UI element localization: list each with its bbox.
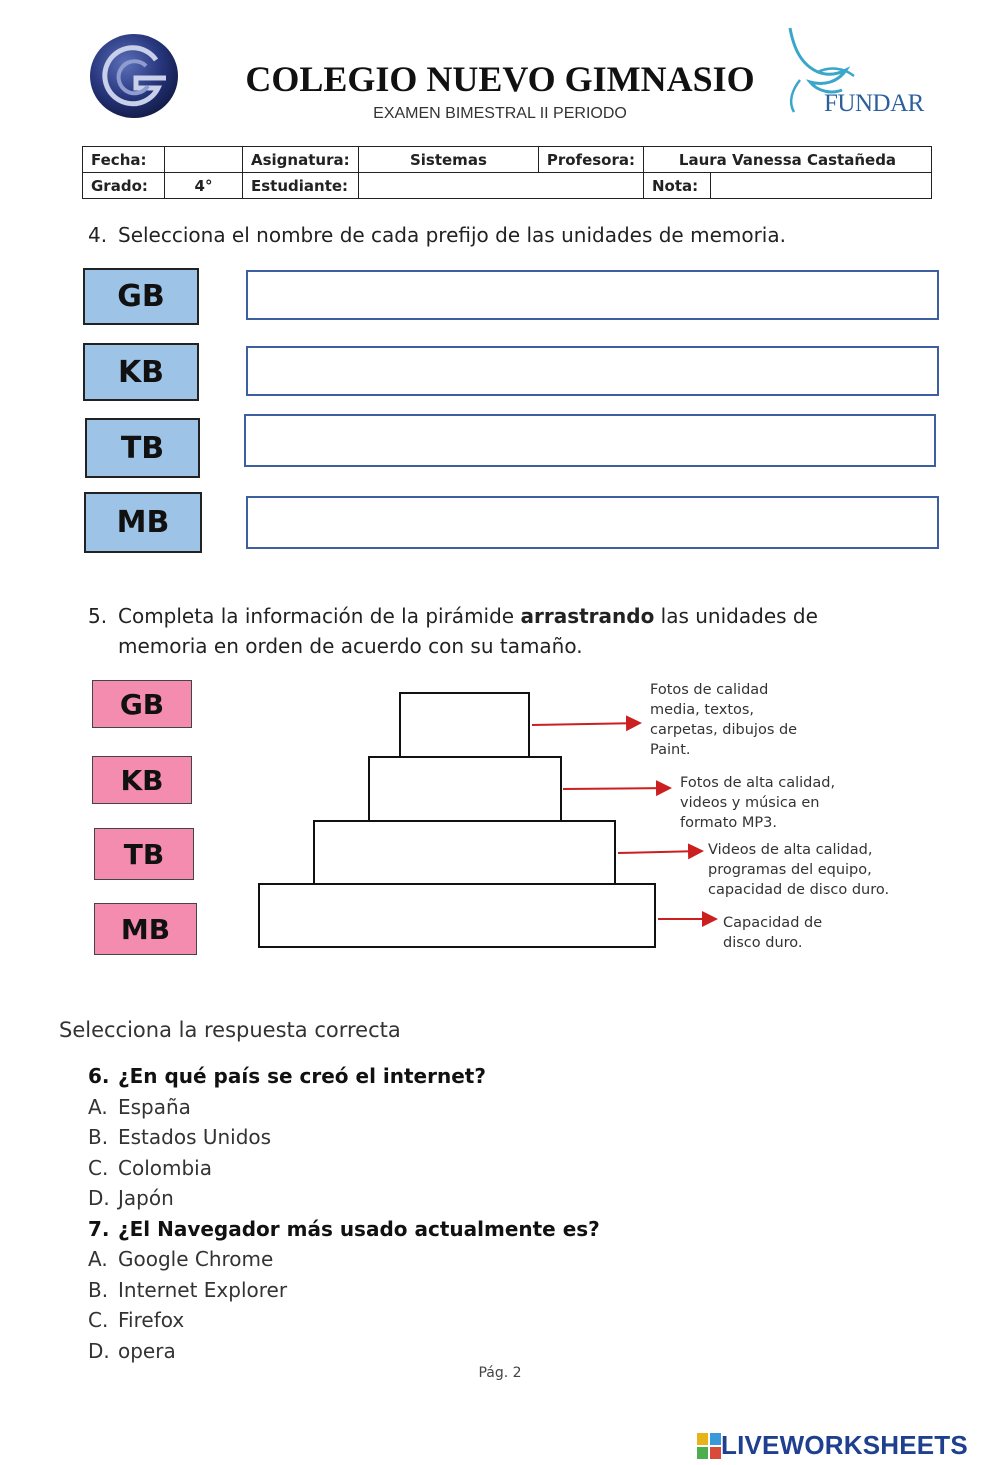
fecha-value[interactable] xyxy=(165,147,243,173)
liveworksheets-text: LIVEWORKSHEETS xyxy=(721,1430,968,1460)
description-line: disco duro. xyxy=(723,935,803,951)
grado-label: Grado: xyxy=(83,173,165,199)
instruction-text: Selecciona la respuesta correcta xyxy=(59,1018,401,1042)
description-line: programas del equipo, xyxy=(708,862,872,878)
fecha-label: Fecha: xyxy=(83,147,165,173)
liveworksheets-logo xyxy=(697,1430,968,1461)
option-text: Google Chrome xyxy=(118,1247,274,1271)
draggable-unit-mb[interactable]: MB xyxy=(94,903,197,955)
unit-label-mb: MB xyxy=(84,492,202,553)
option-text: Firefox xyxy=(118,1308,185,1332)
answer-select-kb[interactable] xyxy=(246,346,939,396)
option-text: Internet Explorer xyxy=(118,1277,288,1302)
question-4-number: 4. xyxy=(88,223,108,247)
option-text: Colombia xyxy=(118,1155,212,1180)
unit-label-kb: KB xyxy=(83,343,199,401)
question-5-text-bold: arrastrando xyxy=(520,604,655,628)
description-line: videos y música en xyxy=(680,795,820,811)
question-7-option-b[interactable] xyxy=(88,1275,600,1306)
question-7-option-c[interactable] xyxy=(88,1305,600,1336)
arrow-tier-1 xyxy=(532,723,640,725)
description-line: formato MP3. xyxy=(680,815,777,831)
question-7-option-d[interactable] xyxy=(88,1336,600,1367)
option-letter: A. xyxy=(88,1247,108,1271)
description-line: capacidad de disco duro. xyxy=(708,882,890,898)
pyramid-tier-1[interactable] xyxy=(399,692,530,758)
answer-select-gb[interactable] xyxy=(246,270,939,320)
asignatura-value: Sistemas xyxy=(359,147,539,173)
option-letter: C. xyxy=(88,1308,109,1332)
fundar-logo-text: FUNDAR xyxy=(824,90,924,117)
school-name: COLEGIO NUEVO GIMNASIO xyxy=(245,59,755,99)
question-6-text: ¿En qué país se creó el internet? xyxy=(118,1064,486,1088)
description-line: Videos de alta calidad, xyxy=(708,842,873,858)
description-line: media, textos, xyxy=(650,702,755,718)
profesora-label: Profesora: xyxy=(538,147,643,173)
school-logo xyxy=(86,30,182,122)
exam-info-table xyxy=(82,146,932,199)
answer-select-mb[interactable] xyxy=(246,496,939,549)
option-text: Japón xyxy=(118,1186,174,1210)
option-text: España xyxy=(118,1094,191,1119)
nota-value[interactable] xyxy=(711,173,932,199)
description-tier-4 xyxy=(723,913,822,953)
draggable-unit-kb[interactable]: KB xyxy=(92,756,192,804)
profesora-value: Laura Vanessa Castañeda xyxy=(644,147,932,173)
question-6-option-b[interactable] xyxy=(88,1122,600,1153)
question-7-number: 7. xyxy=(88,1216,110,1241)
description-line: carpetas, dibujos de xyxy=(650,722,798,738)
option-letter: C. xyxy=(88,1155,109,1180)
question-4-title xyxy=(88,223,786,247)
option-text: Estados Unidos xyxy=(118,1125,272,1149)
question-5-text-a: Completa la información de la pirámide xyxy=(118,604,521,628)
unit-label-tb: TB xyxy=(85,418,200,478)
question-6-option-a[interactable] xyxy=(88,1092,600,1123)
question-5-text-line2: memoria en orden de acuerdo con su tamaño. xyxy=(118,634,583,658)
page-number: Pág. 2 xyxy=(478,1365,522,1381)
unit-label-gb: GB xyxy=(83,268,199,325)
question-7-title xyxy=(88,1214,600,1245)
liveworksheets-icon xyxy=(697,1433,721,1459)
option-letter: D. xyxy=(88,1186,110,1210)
description-line: Capacidad de xyxy=(723,915,823,931)
question-6-option-c[interactable] xyxy=(88,1153,600,1184)
question-6-title xyxy=(88,1061,600,1092)
question-5-title xyxy=(88,601,908,661)
arrow-tier-3 xyxy=(618,851,702,853)
description-line: Fotos de alta calidad, xyxy=(680,775,836,791)
question-5-text-b: las unidades de xyxy=(654,604,818,628)
exam-title: EXAMEN BIMESTRAL II PERIODO xyxy=(373,105,627,122)
estudiante-value[interactable] xyxy=(359,173,644,199)
question-7-option-a[interactable] xyxy=(88,1244,600,1275)
question-7-text: ¿El Navegador más usado actualmente es? xyxy=(118,1216,600,1241)
description-tier-2 xyxy=(680,773,835,833)
question-4-text: Selecciona el nombre de cada prefijo de las unidades de memoria. xyxy=(118,223,786,247)
answer-select-tb[interactable] xyxy=(244,414,936,467)
description-tier-3 xyxy=(708,840,889,900)
asignatura-label: Asignatura: xyxy=(243,147,359,173)
option-text: opera xyxy=(118,1338,176,1363)
question-5-number: 5. xyxy=(88,604,108,628)
arrow-tier-2 xyxy=(563,788,670,789)
fundar-logo xyxy=(780,20,924,125)
draggable-unit-tb[interactable]: TB xyxy=(94,828,194,880)
option-letter: B. xyxy=(88,1277,109,1302)
description-line: Fotos de calidad xyxy=(650,682,769,698)
option-letter: D. xyxy=(88,1338,110,1363)
estudiante-label: Estudiante: xyxy=(243,173,359,199)
option-letter: A. xyxy=(88,1094,108,1119)
question-6-option-d[interactable] xyxy=(88,1183,600,1214)
nota-label: Nota: xyxy=(644,173,711,199)
question-6-number: 6. xyxy=(88,1064,110,1088)
grado-value: 4° xyxy=(165,173,243,199)
description-line: Paint. xyxy=(650,742,691,758)
draggable-unit-gb[interactable]: GB xyxy=(92,680,192,728)
option-letter: B. xyxy=(88,1125,109,1149)
description-tier-1 xyxy=(650,680,797,760)
multiple-choice-block xyxy=(88,1061,600,1366)
